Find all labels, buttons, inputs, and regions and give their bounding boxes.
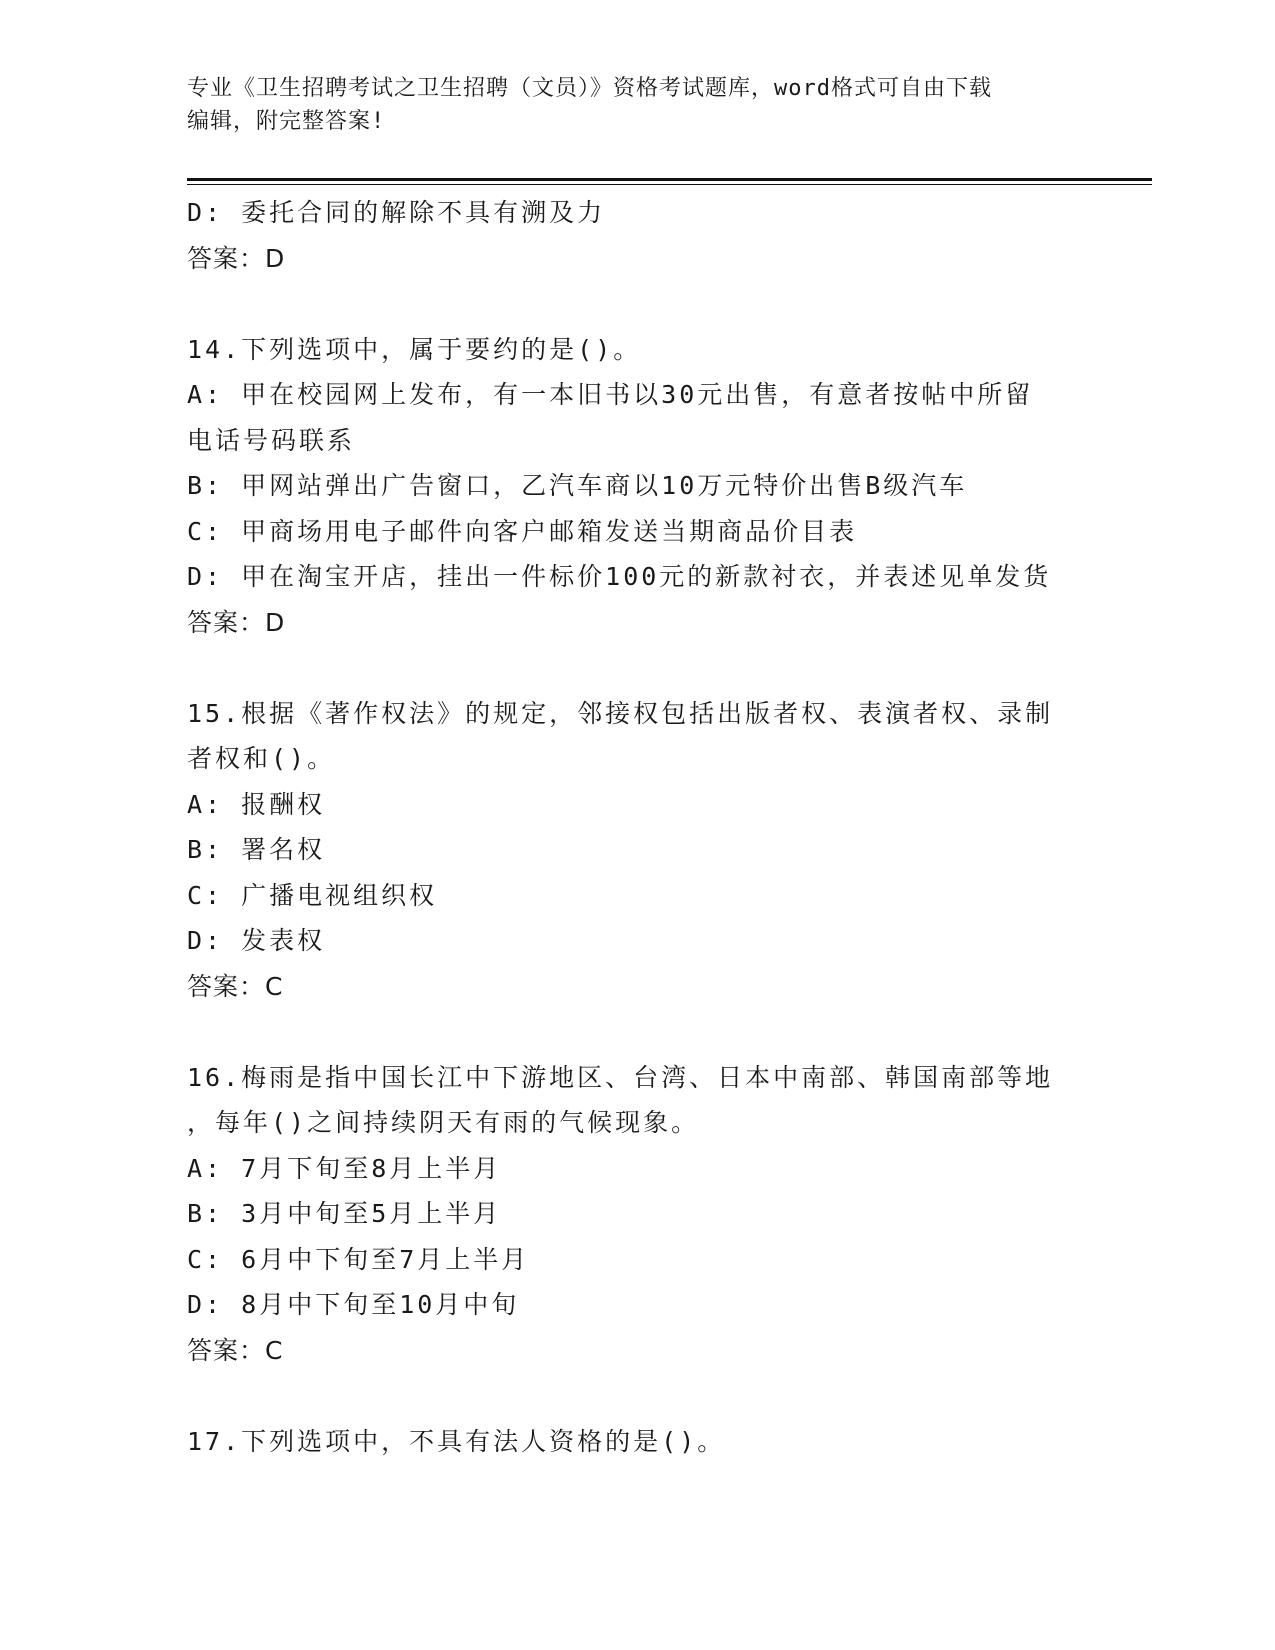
option-d: D: 发表权 bbox=[187, 926, 326, 955]
question-stem-continued: 者权和()。 bbox=[187, 744, 336, 773]
answer: 答案：D bbox=[187, 243, 286, 273]
answer: 答案：C bbox=[187, 971, 284, 1001]
question-stem: 17.下列选项中，不具有法人资格的是()。 bbox=[187, 1426, 726, 1456]
option-b: B: 甲网站弹出广告窗口，乙汽车商以10万元特价出售B级汽车 bbox=[187, 471, 968, 500]
header-line-2: 编辑，附完整答案! bbox=[187, 109, 386, 134]
question-stem-continued: ，每年()之间持续阴天有雨的气候现象。 bbox=[187, 1108, 700, 1137]
spacer bbox=[187, 281, 1087, 327]
option-a: A: 7月下旬至8月上半月 bbox=[187, 1153, 502, 1183]
option-b: B: 署名权 bbox=[187, 835, 326, 864]
option-c: C: 广播电视组织权 bbox=[187, 880, 438, 910]
answer: 答案：D bbox=[187, 607, 286, 637]
option-c: C: 6月中下旬至7月上半月 bbox=[187, 1244, 530, 1274]
option-d: D: 8月中下旬至10月中旬 bbox=[187, 1290, 520, 1319]
spacer bbox=[187, 1373, 1087, 1419]
question-stem: 15.根据《著作权法》的规定，邻接权包括出版者权、表演者权、录制 bbox=[187, 698, 1054, 728]
document-header bbox=[187, 72, 1087, 138]
spacer bbox=[187, 645, 1087, 691]
option-b: B: 3月中旬至5月上半月 bbox=[187, 1199, 502, 1228]
question-16 bbox=[187, 1055, 1087, 1374]
option-c: C: 甲商场用电子邮件向客户邮箱发送当期商品价目表 bbox=[187, 516, 858, 546]
header-line-1: 专业《卫生招聘考试之卫生招聘（文员）》资格考试题库，word格式可自由下载 bbox=[187, 76, 992, 101]
option-a: A: 甲在校园网上发布，有一本旧书以30元出售，有意者按帖中所留 bbox=[187, 380, 1034, 409]
question-17 bbox=[187, 1419, 1087, 1465]
header-divider-thick bbox=[187, 178, 1152, 181]
question-14 bbox=[187, 327, 1087, 646]
question-stem: 14.下列选项中，属于要约的是()。 bbox=[187, 334, 642, 364]
spacer bbox=[187, 1009, 1087, 1055]
option-d: D: 委托合同的解除不具有溯及力 bbox=[187, 198, 606, 227]
option-a-continued: 电话号码联系 bbox=[187, 425, 356, 455]
option-a: A: 报酬权 bbox=[187, 789, 326, 819]
question-13 bbox=[187, 190, 1087, 281]
option-d: D: 甲在淘宝开店，挂出一件标价100元的新款衬衣，并表述见单发货 bbox=[187, 562, 1052, 591]
question-15 bbox=[187, 691, 1087, 1010]
question-list bbox=[187, 190, 1087, 1464]
answer: 答案：C bbox=[187, 1335, 284, 1365]
header-divider-thin bbox=[187, 184, 1152, 185]
question-stem: 16.梅雨是指中国长江中下游地区、台湾、日本中南部、韩国南部等地 bbox=[187, 1062, 1054, 1092]
